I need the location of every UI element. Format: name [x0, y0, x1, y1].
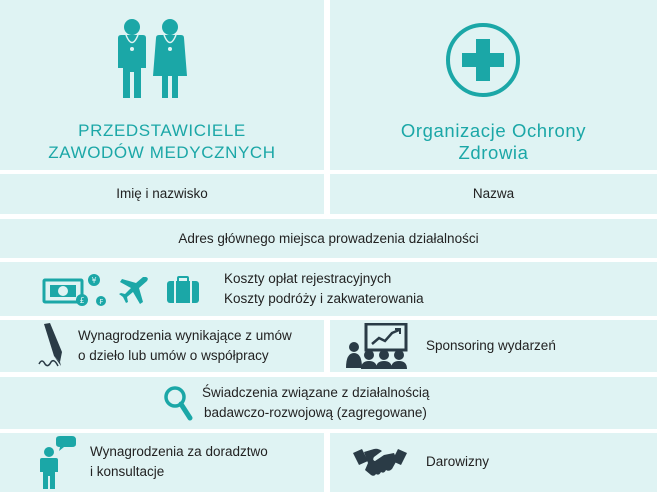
header-left-line2: ZAWODÓW MEDYCZNYCH	[48, 143, 276, 162]
header-left-title	[0, 120, 324, 164]
contracts-line2: o dzieło lub umów o współpracy	[78, 348, 269, 363]
donations-label: Darowizny	[426, 454, 490, 469]
costs-text	[224, 269, 424, 309]
doctors-icon	[112, 18, 192, 100]
pen-icon	[36, 322, 70, 370]
consulting-line2: i konsultacje	[90, 464, 165, 479]
costs-line2: Koszty podróży i zakwaterowania	[224, 291, 424, 306]
name-right-cell	[330, 174, 657, 214]
sponsoring-cell	[330, 320, 657, 372]
name-left-label: Imię i nazwisko	[116, 186, 208, 201]
rnd-cell	[0, 377, 657, 429]
magnifier-icon	[163, 385, 193, 421]
address-label: Adres głównego miejsca prowadzenia działalności	[178, 230, 479, 246]
name-left-cell	[0, 174, 324, 214]
consulting-line1: Wynagrodzenia za doradztwo	[90, 444, 268, 459]
contracts-text	[78, 326, 292, 366]
sponsoring-text	[426, 336, 556, 356]
medical-cross-icon	[445, 22, 521, 98]
presentation-audience-icon	[344, 323, 418, 369]
svg-text:₣: ₣	[98, 298, 104, 306]
address-cell	[0, 219, 657, 258]
donations-cell	[330, 433, 657, 492]
handshake-icon	[352, 445, 408, 479]
contracts-cell	[0, 320, 324, 372]
suitcase-icon	[166, 276, 200, 304]
consulting-cell	[0, 433, 324, 492]
money-icon	[42, 270, 112, 310]
header-left-line1: PRZEDSTAWICIELE	[78, 121, 246, 140]
svg-text:¥: ¥	[91, 276, 97, 285]
contracts-line1: Wynagrodzenia wynikające z umów	[78, 328, 292, 343]
airplane-icon	[118, 275, 150, 305]
costs-cell	[0, 262, 657, 316]
donations-text	[426, 452, 489, 472]
header-right-line2: Zdrowia	[458, 142, 529, 163]
name-right-label: Nazwa	[472, 186, 515, 201]
consultant-speech-icon	[36, 436, 78, 490]
header-right-line1: Organizacje Ochrony	[400, 120, 587, 141]
sponsoring-label: Sponsoring wydarzeń	[426, 338, 556, 353]
header-left-cell	[0, 0, 324, 170]
costs-line1: Koszty opłat rejestracyjnych	[224, 271, 392, 286]
header-right-title	[330, 120, 657, 164]
svg-text:£: £	[79, 296, 85, 305]
consulting-text	[90, 442, 268, 482]
header-right-cell	[330, 0, 657, 170]
rnd-line2: badawczo-rozwojową (zagregowane)	[204, 405, 427, 420]
rnd-text	[202, 383, 429, 423]
rnd-line1: Świadczenia związane z działalnością	[202, 385, 430, 400]
